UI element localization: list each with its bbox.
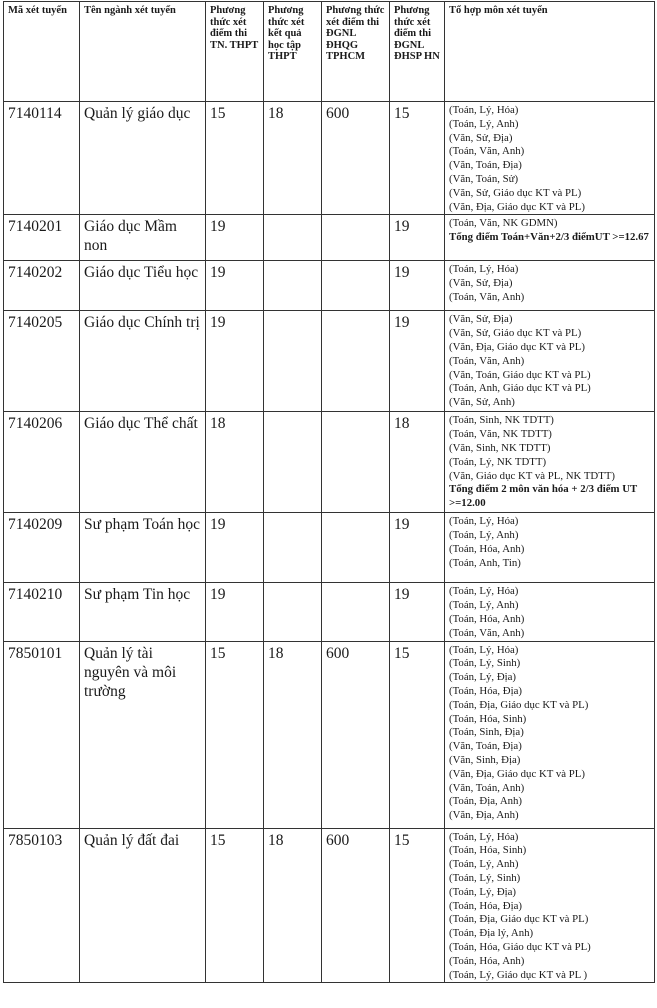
subject-combo: (Toán, Hóa, Sinh)	[449, 844, 527, 857]
row-thpt-score: 15	[206, 102, 264, 215]
table-row	[4, 412, 655, 513]
header-major-name: Tên ngành xét tuyển	[80, 2, 206, 102]
table-row	[4, 215, 655, 261]
row-dgnl-hcm-score	[322, 513, 390, 583]
score-requirement-note: Tổng điểm Toán+Văn+2/3 điểmUT >=12.67	[449, 231, 649, 244]
subject-combo: (Toán, Lý, Sinh)	[449, 871, 521, 884]
row-dgnl-hcm-score	[322, 261, 390, 311]
row-transcript-score: 18	[264, 828, 322, 983]
row-dgnl-hcm-score: 600	[322, 641, 390, 828]
subject-combo: (Toán, Lý, Anh)	[449, 858, 519, 871]
subject-combo: (Văn, Sử, Giáo dục KT và PL)	[449, 186, 582, 199]
subject-combo: (Toán, Lý, Hóa)	[449, 585, 519, 598]
subject-combo: (Văn, Giáo dục KT và PL, NK TDTT)	[449, 469, 616, 482]
subject-combo: (Toán, Địa, Anh)	[449, 795, 523, 808]
row-code: 7140210	[4, 583, 80, 641]
row-transcript-score	[264, 412, 322, 513]
header-dgnl-hcm: Phương thức xét điểm thi ĐGNL ĐHQG TPHCM	[322, 2, 390, 102]
subject-combo: (Toán, Văn, Anh)	[449, 145, 525, 158]
subject-combo: (Toán, Địa, Giáo dục KT và PL)	[449, 913, 589, 926]
header-code: Mã xét tuyển	[4, 2, 80, 102]
table-row	[4, 583, 655, 641]
subject-combo: (Văn, Sử, Anh)	[449, 396, 515, 409]
subject-combo: (Toán, Lý, Địa)	[449, 885, 517, 898]
subject-combo: (Toán, Hóa, Anh)	[449, 542, 525, 555]
subject-combo: (Văn, Toán, Anh)	[449, 781, 525, 794]
row-subject-combos	[445, 513, 655, 583]
row-thpt-score: 19	[206, 311, 264, 412]
row-dgnl-hn-score: 15	[390, 828, 445, 983]
row-major-name: Sư phạm Tin học	[80, 583, 206, 641]
row-subject-combos	[445, 583, 655, 641]
row-transcript-score	[264, 513, 322, 583]
row-subject-combos	[445, 828, 655, 983]
row-dgnl-hcm-score	[322, 583, 390, 641]
subject-combo: (Toán, Văn, Anh)	[449, 354, 525, 367]
row-major-name: Giáo dục Tiểu học	[80, 261, 206, 311]
subject-combo: (Văn, Toán, Địa)	[449, 740, 522, 753]
row-code: 7140202	[4, 261, 80, 311]
row-dgnl-hn-score: 19	[390, 311, 445, 412]
row-subject-combos	[445, 102, 655, 215]
subject-combo: (Toán, Lý, NK TDTT)	[449, 455, 547, 468]
row-transcript-score	[264, 261, 322, 311]
row-thpt-score: 15	[206, 828, 264, 983]
subject-combo: (Toán, Anh, Giáo dục KT và PL)	[449, 382, 591, 395]
subject-combo: (Toán, Văn, Anh)	[449, 626, 525, 639]
subject-combo: (Toán, Lý, Giáo dục KT và PL )	[449, 968, 588, 981]
score-requirement-note: Tổng điểm 2 môn văn hóa + 2/3 điểm UT >=12.00	[449, 483, 638, 510]
row-thpt-score: 19	[206, 215, 264, 261]
subject-combo: (Toán, Hóa, Anh)	[449, 954, 525, 967]
row-transcript-score: 18	[264, 102, 322, 215]
subject-combo: (Văn, Sinh, Địa)	[449, 753, 521, 766]
row-transcript-score	[264, 215, 322, 261]
subject-combo: (Văn, Sử, Địa)	[449, 131, 513, 144]
row-major-name: Sư phạm Toán học	[80, 513, 206, 583]
subject-combo: (Văn, Toán, Sử)	[449, 172, 519, 185]
header-subject-combos: Tổ hợp môn xét tuyển	[445, 2, 655, 102]
subject-combo: (Toán, Lý, Hóa)	[449, 515, 519, 528]
row-transcript-score	[264, 311, 322, 412]
subject-combo: (Toán, Lý, Hóa)	[449, 263, 519, 276]
row-dgnl-hn-score: 15	[390, 102, 445, 215]
subject-combo: (Toán, Lý, Địa)	[449, 671, 517, 684]
row-code: 7850101	[4, 641, 80, 828]
row-subject-combos	[445, 412, 655, 513]
subject-combo: (Toán, Hóa, Địa)	[449, 684, 522, 697]
row-code: 7140209	[4, 513, 80, 583]
row-major-name: Quản lý tài nguyên và môi trường	[80, 641, 206, 828]
row-major-name: Giáo dục Mầm non	[80, 215, 206, 261]
row-dgnl-hn-score: 15	[390, 641, 445, 828]
subject-combo: (Toán, Lý, Hóa)	[449, 643, 519, 656]
admission-table	[3, 1, 655, 983]
subject-combo: (Toán, Lý, Hóa)	[449, 830, 519, 843]
subject-combo: (Toán, Sinh, Địa)	[449, 726, 524, 739]
row-major-name: Quản lý đất đai	[80, 828, 206, 983]
subject-combo: (Văn, Sử, Địa)	[449, 313, 513, 326]
row-dgnl-hn-score: 19	[390, 583, 445, 641]
subject-combo: (Toán, Lý, Anh)	[449, 599, 519, 612]
row-code: 7140201	[4, 215, 80, 261]
row-dgnl-hn-score: 19	[390, 215, 445, 261]
subject-combo: (Toán, Địa, Giáo dục KT và PL)	[449, 698, 589, 711]
subject-combo: (Toán, Địa lý, Anh)	[449, 927, 534, 940]
table-row	[4, 828, 655, 983]
subject-combo: (Toán, Văn, NK TDTT)	[449, 428, 552, 441]
subject-combo: (Toán, Hóa, Giáo dục KT và PL)	[449, 940, 591, 953]
subject-combo: (Văn, Sinh, NK TDTT)	[449, 441, 551, 454]
subject-combo: (Toán, Sinh, NK TDTT)	[449, 414, 554, 427]
row-dgnl-hcm-score	[322, 412, 390, 513]
subject-combo: (Toán, Lý, Anh)	[449, 117, 519, 130]
table-row	[4, 102, 655, 215]
row-subject-combos	[445, 641, 655, 828]
row-dgnl-hcm-score	[322, 215, 390, 261]
row-thpt-score: 19	[206, 261, 264, 311]
subject-combo: (Văn, Địa, Anh)	[449, 809, 519, 822]
row-thpt-score: 15	[206, 641, 264, 828]
table-row	[4, 311, 655, 412]
table-row	[4, 261, 655, 311]
subject-combo: (Toán, Hóa, Anh)	[449, 612, 525, 625]
subject-combo: (Toán, Lý, Sinh)	[449, 657, 521, 670]
row-major-name: Giáo dục Thể chất	[80, 412, 206, 513]
row-transcript-score: 18	[264, 641, 322, 828]
row-dgnl-hn-score: 18	[390, 412, 445, 513]
table-body	[4, 102, 655, 983]
row-dgnl-hn-score: 19	[390, 261, 445, 311]
row-dgnl-hcm-score	[322, 311, 390, 412]
row-transcript-score	[264, 583, 322, 641]
row-thpt-score: 19	[206, 583, 264, 641]
row-code: 7140206	[4, 412, 80, 513]
row-major-name: Quản lý giáo dục	[80, 102, 206, 215]
header-thpt-score: Phương thức xét điểm thi TN. THPT	[206, 2, 264, 102]
subject-combo: (Văn, Địa, Giáo dục KT và PL)	[449, 200, 585, 213]
row-subject-combos	[445, 215, 655, 261]
subject-combo: (Toán, Hóa, Địa)	[449, 899, 522, 912]
table-row	[4, 641, 655, 828]
header-row	[4, 2, 655, 102]
row-dgnl-hn-score: 19	[390, 513, 445, 583]
row-subject-combos	[445, 311, 655, 412]
row-code: 7850103	[4, 828, 80, 983]
subject-combo: (Văn, Địa, Giáo dục KT và PL)	[449, 340, 585, 353]
row-thpt-score: 18	[206, 412, 264, 513]
subject-combo: (Toán, Lý, Hóa)	[449, 104, 519, 116]
subject-combo: (Văn, Địa, Giáo dục KT và PL)	[449, 767, 585, 780]
subject-combo: (Văn, Sử, Giáo dục KT và PL)	[449, 327, 582, 340]
row-dgnl-hcm-score: 600	[322, 102, 390, 215]
row-dgnl-hcm-score: 600	[322, 828, 390, 983]
table-row	[4, 513, 655, 583]
subject-combo: (Toán, Văn, Anh)	[449, 290, 525, 303]
subject-combo: (Toán, Anh, Tin)	[449, 556, 521, 569]
subject-combo: (Văn, Sử, Địa)	[449, 277, 513, 290]
subject-combo: (Toán, Lý, Anh)	[449, 529, 519, 542]
row-subject-combos	[445, 261, 655, 311]
subject-combo: (Toán, Văn, NK GDMN)	[449, 217, 558, 230]
subject-combo: (Văn, Toán, Địa)	[449, 159, 522, 172]
row-thpt-score: 19	[206, 513, 264, 583]
subject-combo: (Toán, Hóa, Sinh)	[449, 712, 527, 725]
subject-combo: (Văn, Toán, Giáo dục KT và PL)	[449, 368, 591, 381]
header-transcript: Phương thức xét kết quả học tập THPT	[264, 2, 322, 102]
header-dgnl-hn: Phương thức xét điểm thi ĐGNL ĐHSP HN	[390, 2, 445, 102]
row-code: 7140114	[4, 102, 80, 215]
row-major-name: Giáo dục Chính trị	[80, 311, 206, 412]
row-code: 7140205	[4, 311, 80, 412]
